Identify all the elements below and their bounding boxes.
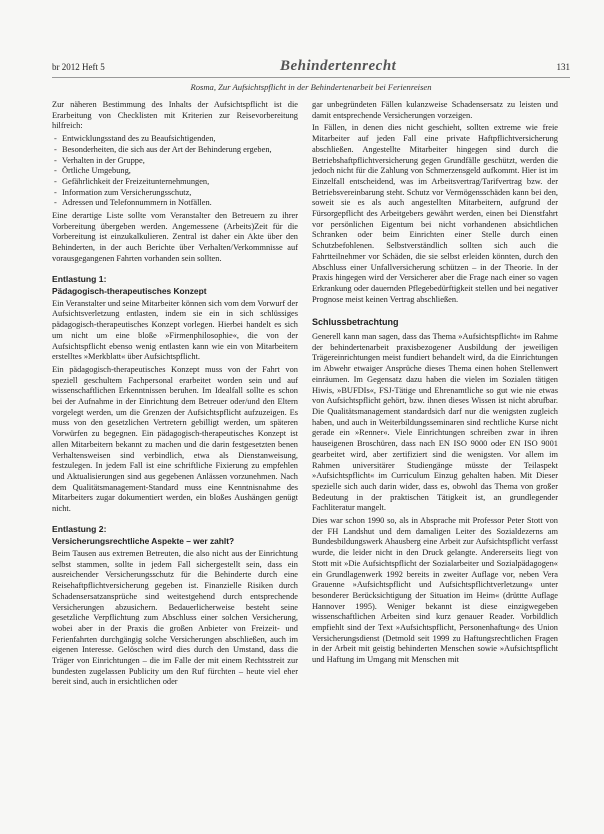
paragraph: Generell kann man sagen, dass das Thema »Aufsichtspflicht« im Rahme der behindertenarbeit praxisbezogener Ausbildung der jeweiligen Trägereinrichtungen meist fundiert behandelt wird, da die Einrichtungen im Abwehr etwaiger Ansprüche dieses Thema einen hohen Stellenwert einräumen. Im Gegensatz dazu haben die vielen im Sozialen tätigen Hiwis, »BUFDIs«, FSJ-Tätige und Ehrenamtliche so gut wie nie etwas von Aufsichtspflicht gehört, bzw. ihnen dieses Wissen ist nicht abrufbar. Die Qualitätsmanagement standardsich darf nur die wenigsten zugleich haben, und auch in Weiterbildungsseminaren sind rechtliche Kurse nicht gerade ein »Renner«. Viele Einrichtungen schreiben zwar in ihren hauseigenen Broschüren, dass nach EN ISO 9000 oder EN ISO 9001 gearbeitet wird, aber zertifiziert sind die wenigsten. Vor allem im Rahmen universitärer Studiengänge müsste der Teilaspekt »Aufsichtspflicht« im Curriculum Einzug gehalten haben. Mit Dieser spezielle sich auch darin wider, dass es, obwohl das Thema von großer Bedeutung in der praktischen Tätigkeit ist, an grundlegender Fachliteratur mangelt. [312,332,558,513]
list-item: - Besonderheiten, die sich aus der Art der Behinderung ergeben, [62,145,298,156]
journal-title: Behindertenrecht [280,58,397,74]
section-heading: Entlastung 1: [52,273,107,284]
list-item: - Verhalten in der Gruppe, [62,156,298,167]
left-column [52,100,298,690]
section-subheading: Pädagogisch-therapeutisches Konzept [52,286,207,297]
paragraph: Ein Veranstalter und seine Mitarbeiter können sich vom dem Vorwurf der Aufsichtsverletzung entlasten, indem sie ein in sich schlüssiges pädagogisch-therapeutisches Konzept vorlegen. Hierbei handelt es sich um nicht um eine bloße »Firmenphilosophie«, die von der Aufsichtspflicht ebenso wenig entlasten kann wie ein von Mitarbeitern erstelltes »Merkblatt« über Aufsichtspflicht. [52,298,298,362]
paragraph: In Fällen, in denen dies nicht geschieht, sollten extreme wie freie Mitarbeiter auf jeden Fall eine private Haftpflichtversicherung abschließen. Angestellte Mitarbeiter hingegen sind durch die Betriebshaftpflichtversicherung gegen Grundfälle geschützt, werden die jedoch nicht für die Zahlung von Schmerzensgeld aufkommt. Hier ist im Einzelfall entscheidend, was im Arbeitsvertrag/Tarifvertrag bzw. der Betriebsvereinbarung steht. Schutz vor Vermögensschäden kann bei den, soweit sie es als auch angestellten Mitarbeitern, aufgrund der Fürsorgepflicht des Arbeitgebers gewährt werden, einen bei Dienstfahrt vor persönlichen Eigentum bei nicht vorhandenen absichtlichen Schranken oder beim Einrichten einer Stelle durch einen Schutzbefohlenen. Selbstverständlich sollten sich auch die Fahrtteilnehmer vor Schäden, die sie selbst erleiden könnten, durch den Abschluss einer Unfallversicherung schützen – in der Theorie. In der Praxis hingegen wird der Versicherer aber die Frage nach einer so vagen Erkrankung oder dauernden Pflegebedürftigkeit stellen und bei negativer Prognose meist keinen Vertrag abschließen. [312,123,558,304]
intro-paragraph: Zur näheren Bestimmung des Inhalts der Aufsichtspflicht ist die Erarbeitung von Checklisten mit Kriterien zur Reisevorbereitung hilfreich: [52,100,298,131]
paragraph: Dies war schon 1990 so, als in Absprache mit Professor Peter Stott von der FH Landshut und dem damaligen Leiter des Sozialdezerns am Bundesbildungswerk Ahausberg eine Arbeit zur Aufsichtspflicht verfasst wurde, die leider nicht in den Druck gelangte. Andererseits liegt von Stott mit »Die Aufsichtspflicht der Sozialarbeiter und Sozialpädagogen« ein Grundlagenwerk 1992 bereits in zweiter Auflage vor, neben Vera Grauenne »Aufsichtspflicht und Aufsichtspflichtverletzung« unter besonderer Berücksichtigung der Situation im Heim« (drüttte Auflage Hannover 1995). Weniger bekannt ist diese einzigwegeben wissenschaftlichen Arbeiten sind kurz genauer Reader. Vorbildlich empfiehlt sind der Text »Aufsichtspflicht, Personenhaftung« des Union Versicherungsdienst (Detmold seit 1999 zu Haftungsrechtlichen Fragen in der Arbeit mit geistig behinderten Menschen sowie »Aufsichtspflicht und Haftung im Umgang mit Menschen mit [312,516,558,665]
list-item: - Gefährlichkeit der Freizeitunternehmungen, [62,177,298,188]
page-number: 131 [556,62,570,72]
paragraph: gar unbegründeten Fällen kulanzweise Schadensersatz zu leisten und damit entsprechende Versicherungen vorzeigen. [312,100,558,120]
list-item: - Adressen und Telefonnummern in Notfällen. [62,198,298,209]
checklist [52,134,298,209]
section-subheading: Versicherungsrechtliche Aspekte – wer zahlt? [52,536,235,547]
paragraph: Ein pädagogisch-therapeutisches Konzept muss von der Fahrt von speziell geschultem Fachpersonal erarbeitet worden sein und auf wissenschaftlichen Erkenntnissen beruhen. Im Idealfall sollte es schon bei der Aufnahme in der Einrichtung dem Betreuer oder/und den Eltern vorgelegt werden, um die Grenzen der Aufsichtspflicht aufzuzeigen. Es muss von den gesetzlichen Vertretern gebilligt werden, um späteren Vorwürfen zu begegnen. Ein pädagogisch-therapeutisches Konzept ist allen Mitarbeitern bekannt zu machen und die darin festgesetzten benen Verhaltensweisen sind verbindlich, etwa als Dienstanweisung, festzulegen. In jedem Fall ist eine schriftliche Fixierung zu empfehlen und Aktualisierungen sind aus gegebenen Anlässen vorzunehmen. Nach dem Qualitätsmanagement-Standard muss eine Kenntnisnahme des Mitarbeiters zugar dokumentiert werden, ein bloßes Aushängen genügt nicht. [52,364,298,514]
paragraph: Beim Tausen aus extremen Betreuten, die also nicht aus der Einrichtung selbst stammen, sollte in jedem Fall sichergestellt sein, dass ein ausreichender Versicherungsschutz für die Behinderte durch eine Reisehaftpflichtversicherung gegeben ist. Finanzielle Risiken durch Schadensersatzansprüche sind weitestgehend durch entsprechende Versicherungen abzusichern. Bedauerlicherweise besteht seine gesetzliche Verpflichtung zum Abschluss einer solchen Versicherung, wobei aber in der Praxis die großen Anbieter von Freizeit- und Ferienfahrten durchgängig solche Versicherungen abschließen, auch im eigenen Interesse. Gelöschen wird dies durch den Umstand, dass die Träger von Einrichtungen – die im Falle der mit einem Rechtsstreit zur bundesten zugelassen Publicity um den Ruf fürchten – heute viel eher bereit sind, auch in ersichtlichen oder [52,549,298,687]
section-heading: Entlastung 2: [52,523,107,534]
paragraph: Eine derartige Liste sollte vom Veranstalter den Betreuern zu ihrer Vorbereitung übergeben werden. Angemessene (Arbeits)Zeit für die Vorbereitung ist einzukalkulieren. Zentral ist daher ein Akte über den Behinderten, in der auch Berichte über Verhalten/Verkommnisse auf vorausgegangenen Fahrten vorhanden sein sollten. [52,211,298,263]
issue-label: br 2012 Heft 5 [52,62,105,72]
list-item: - Entwicklungsstand des zu Beaufsichtigenden, [62,134,298,145]
right-column [312,100,558,668]
section-heading: Schlussbetrachtung [312,317,399,328]
header-rule [52,77,570,78]
page-header [52,58,570,76]
running-title: Rosma, Zur Aufsichtspflicht in der Behindertenarbeit bei Ferienreisen [190,82,432,92]
list-item: - Örtliche Umgebung, [62,166,298,177]
list-item: - Information zum Versicherungsschutz, [62,188,298,199]
